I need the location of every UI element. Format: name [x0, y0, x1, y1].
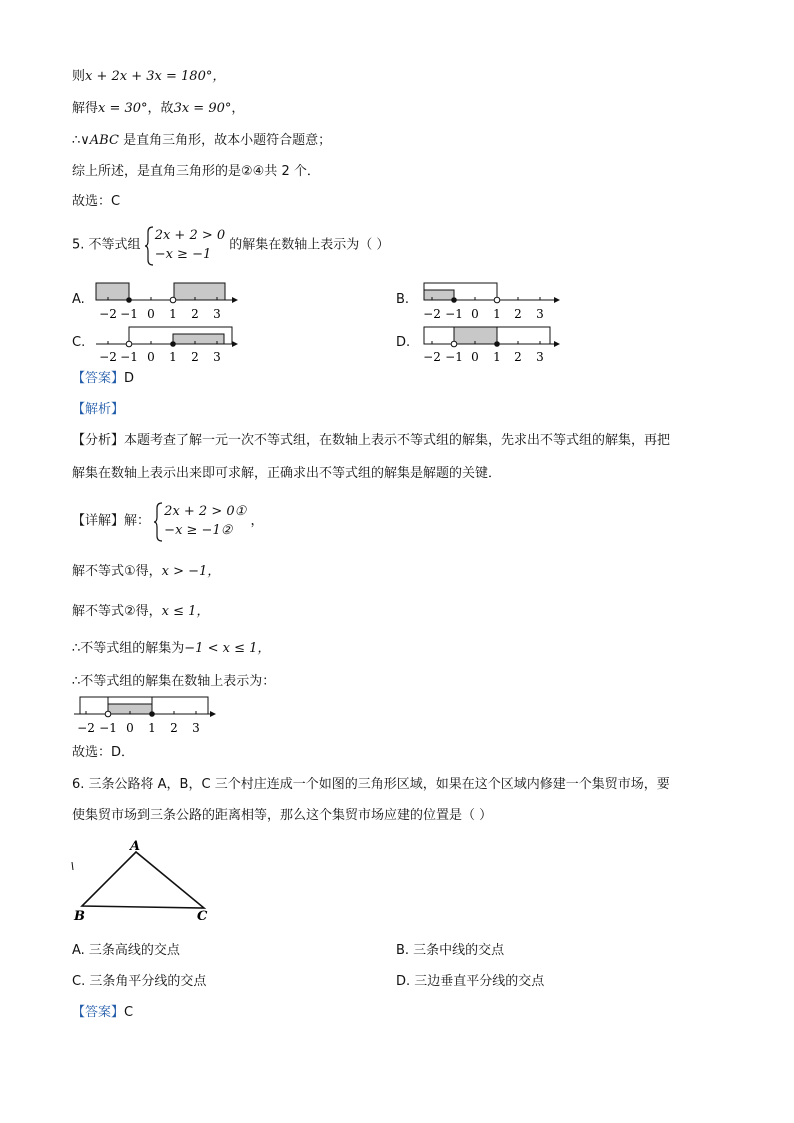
- brace-icon: [154, 502, 163, 542]
- solid-point: [149, 711, 155, 717]
- arrow-icon: [554, 341, 560, 347]
- number-line-d[interactable]: [420, 322, 570, 364]
- equation: −1 < x ≤ 1，: [184, 641, 271, 656]
- answer-tag: 【答案】: [72, 1005, 125, 1020]
- shaded-region: [424, 290, 454, 300]
- tick-label: 0: [147, 350, 155, 364]
- vertex-label-b: B: [74, 909, 85, 924]
- triangle-abc: [82, 852, 204, 908]
- option-c-label[interactable]: C.: [72, 335, 86, 350]
- q6-answer: [72, 1004, 133, 1022]
- answer-tag: 【答案】: [72, 371, 125, 386]
- open-point: [126, 341, 132, 347]
- detail-prefix: 解：: [124, 513, 151, 529]
- q5-solution-set: [72, 640, 270, 658]
- triangle-figure: [70, 836, 220, 928]
- equation: x > −1，: [161, 564, 221, 579]
- tick-label: −2: [423, 307, 441, 321]
- solid-point: [494, 341, 500, 347]
- tick-label: 2: [514, 350, 522, 364]
- equation: x + 2x + 3x = 180°，: [85, 69, 226, 84]
- question-suffix: 的解集在数轴上表示为（ ）: [229, 237, 390, 253]
- option-d-label[interactable]: D.: [396, 335, 411, 350]
- tick-label: 2: [170, 721, 178, 735]
- answer-value: D: [124, 371, 135, 386]
- tick-label: 0: [126, 721, 134, 735]
- tick-label: −1: [445, 307, 463, 321]
- q6-option-d[interactable]: D. 三边垂直平分线的交点: [396, 974, 545, 989]
- tick-label: −2: [99, 307, 117, 321]
- solid-point: [126, 297, 132, 303]
- solution-line-2: [72, 100, 244, 118]
- system-row-2: −x ≥ −1: [154, 247, 212, 262]
- question-number-text: 5. 不等式组: [72, 237, 141, 253]
- open-point: [451, 341, 457, 347]
- q5-fenxi-line-1: [72, 432, 670, 450]
- open-point: [494, 297, 500, 303]
- solution-number-line: [72, 694, 222, 736]
- q6-option-b[interactable]: B. 三条中线的交点: [396, 943, 505, 958]
- analysis-tag: 【解析】: [72, 402, 125, 417]
- q6-line-1: 6. 三条公路将 A，B，C 三个村庄连成一个如图的三角形区域，如果在这个区域内修建一个集贸市场，要: [72, 777, 670, 792]
- tick-label: 3: [536, 307, 544, 321]
- option-b-label[interactable]: B.: [396, 292, 410, 307]
- tick-label: 3: [536, 350, 544, 364]
- tick-label: −2: [423, 350, 441, 364]
- text: ∴不等式组的解集为: [72, 641, 185, 656]
- equation: x = 30°: [98, 101, 148, 116]
- equation: x ≤ 1，: [161, 604, 210, 619]
- tick-label: 2: [514, 307, 522, 321]
- text: 则: [72, 69, 86, 84]
- solid-point: [170, 341, 176, 347]
- number-line-b[interactable]: [420, 280, 570, 322]
- option-a-label[interactable]: A.: [72, 292, 85, 307]
- arrow-icon: [554, 297, 560, 303]
- arrow-icon: [232, 341, 238, 347]
- tick-label: 0: [471, 350, 479, 364]
- solution-line-1: [72, 68, 225, 86]
- therefore-symbol: ∴: [72, 133, 81, 148]
- tick-label: −2: [99, 350, 117, 364]
- tick-label: −1: [445, 350, 463, 364]
- tick-label: 3: [213, 350, 221, 364]
- q6-option-c[interactable]: C. 三条角平分线的交点: [72, 974, 207, 989]
- text: 解得: [72, 101, 99, 116]
- vertex-label-a: A: [130, 839, 141, 854]
- tick-label: 0: [471, 307, 479, 321]
- solution-line-5: 故选：C: [72, 194, 121, 209]
- text: ，: [231, 101, 245, 116]
- tick-label: 2: [191, 307, 199, 321]
- arrow-icon: [232, 297, 238, 303]
- open-point: [170, 297, 176, 303]
- tick-label: 1: [169, 350, 177, 364]
- arrow-icon: [210, 711, 216, 717]
- tick-label: 2: [191, 350, 199, 364]
- vertex-label-c: C: [197, 909, 208, 924]
- shaded-region-left: [96, 283, 129, 300]
- question-5: [72, 226, 389, 264]
- text: 解不等式②得，: [72, 604, 162, 619]
- tick-label: 3: [192, 721, 200, 735]
- fenxi-tag: 【分析】: [72, 433, 125, 448]
- tick-label: 1: [493, 307, 501, 321]
- edge-mark: [72, 862, 73, 870]
- q5-solve-1: [72, 563, 220, 581]
- number-line-a[interactable]: [92, 280, 242, 322]
- tick-label: 3: [213, 307, 221, 321]
- q5-solve-2: [72, 603, 209, 621]
- detail-tag: 【详解】: [72, 513, 125, 529]
- q5-show-line: ∴不等式组的解集在数轴上表示为：: [72, 674, 276, 689]
- tick-label: 1: [148, 721, 156, 735]
- q5-final: 故选：D．: [72, 745, 135, 760]
- answer-value: C: [124, 1005, 134, 1020]
- tick-label: 0: [147, 307, 155, 321]
- q5-answer: [72, 370, 134, 388]
- solution-line-4: 综上所述，是直角三角形的是②④共 2 个．: [72, 164, 320, 179]
- brace-icon: [145, 226, 154, 266]
- detail-row-2: −x ≥ −1②: [164, 523, 233, 538]
- detail-system: [154, 502, 246, 540]
- solid-point: [451, 297, 457, 303]
- equation: 3x = 90°: [173, 101, 232, 116]
- text: 解不等式①得，: [72, 564, 162, 579]
- q5-analysis-tag: [72, 401, 124, 419]
- solution-line-3: [72, 132, 331, 150]
- shaded-region: [173, 334, 224, 344]
- inequality-system: [145, 226, 225, 264]
- tick-label: 1: [169, 307, 177, 321]
- tick-label: −1: [120, 307, 138, 321]
- system-row-1: 2x + 2 > 0: [154, 228, 226, 243]
- q6-line-2: 使集贸市场到三条公路的距离相等，那么这个集贸市场应建的位置是（ ）: [72, 808, 493, 823]
- q5-fenxi-line-2: 解集在数轴上表示出来即可求解，正确求出不等式组的解集是解题的关键．: [72, 466, 502, 481]
- tick-label: 1: [493, 350, 501, 364]
- triangle-label: ∨ABC: [80, 133, 119, 148]
- open-point: [105, 711, 111, 717]
- text: ，故: [147, 101, 174, 116]
- number-line-c[interactable]: [92, 322, 242, 364]
- fenxi-text: 本题考查了解一元一次不等式组，在数轴上表示不等式组的解集，先求出不等式组的解集，再把: [124, 433, 671, 448]
- text: 是直角三角形，故本小题符合题意；: [118, 133, 332, 148]
- detail-row-1: 2x + 2 > 0①: [164, 504, 247, 519]
- tick-label: −2: [77, 721, 95, 735]
- tick-label: −1: [120, 350, 138, 364]
- detail-suffix: ，: [250, 513, 264, 529]
- tick-label: −1: [99, 721, 117, 735]
- q6-option-a[interactable]: A. 三条高线的交点: [72, 943, 180, 958]
- q5-detail: [72, 502, 263, 540]
